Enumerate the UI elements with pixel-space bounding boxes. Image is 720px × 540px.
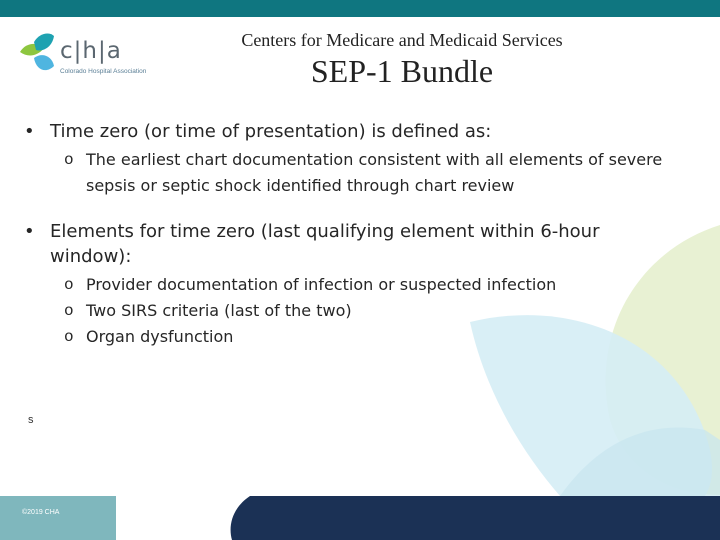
list-item-text: The earliest chart documentation consistent with all elements of severe sepsis or septic shock identified through chart review <box>86 150 663 195</box>
list-item <box>64 272 684 298</box>
bullet-marker: • <box>24 121 35 142</box>
list-item <box>64 147 684 199</box>
footer-copyright: ©2019 CHA <box>22 509 60 516</box>
sublist-time-zero <box>64 147 684 199</box>
bullet-time-zero <box>24 119 684 144</box>
sub-bullet-marker: o <box>64 328 74 346</box>
footer-band <box>0 496 720 540</box>
bullet-elements <box>24 219 684 269</box>
slide-body <box>24 119 684 350</box>
list-item <box>64 324 684 350</box>
bullet-text: Time zero (or time of presentation) is defined as: <box>50 121 492 142</box>
sub-bullet-marker: o <box>64 302 74 320</box>
list-item-text: Provider documentation of infection or suspected infection <box>86 275 557 294</box>
list-item-text: Organ dysfunction <box>86 327 234 346</box>
slide-subtitle: Centers for Medicare and Medicaid Services <box>241 30 563 50</box>
list-item-text: Two SIRS criteria (last of the two) <box>86 301 352 320</box>
list-item <box>64 298 684 324</box>
logo-subtext: Colorado Hospital Association <box>60 68 147 75</box>
sub-bullet-marker: o <box>64 151 74 169</box>
bullet-marker: • <box>24 221 35 242</box>
slide-title: SEP-1 Bundle <box>310 53 494 89</box>
bullet-text: Elements for time zero (last qualifying element within 6-hour window): <box>50 221 600 267</box>
sublist-elements <box>64 272 684 350</box>
sub-bullet-marker: o <box>64 276 74 294</box>
stray-text: s <box>28 414 34 426</box>
logo-text: c|h|a <box>60 38 122 64</box>
